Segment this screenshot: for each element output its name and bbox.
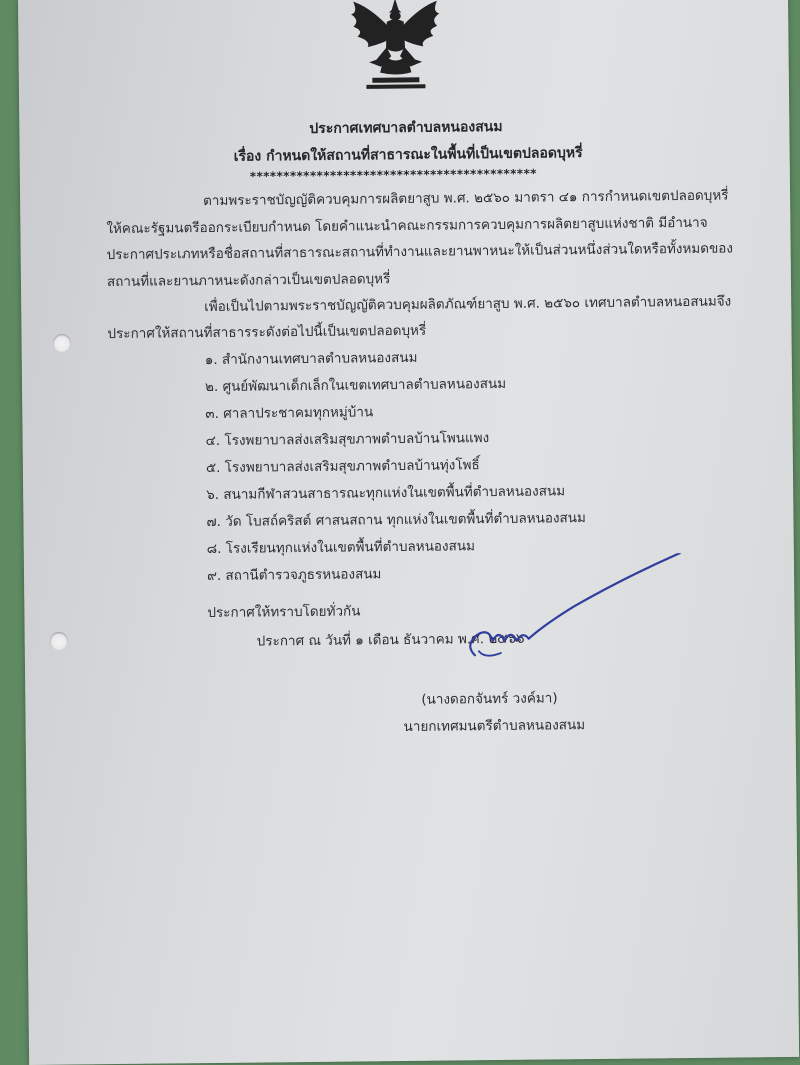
paragraph-1-line-2: ให้คณะรัฐมนตรีออกระเบียบกำหนด โดยคำแนะนำคณะกรรมการควบคุมการผลิตยาสูบแห่งชาติ มีอำนาจ [106,214,708,238]
list-item: ๕. โรงพยาบาลส่งเสริมสุขภาพตำบลบ้านทุ่งโพธิ์ [205,457,480,477]
punch-hole [53,334,71,352]
list-item: ๒. ศูนย์พัฒนาเด็กเล็กในเขตเทศบาลตำบลหนองสนม [204,375,507,396]
paragraph-1-line-1: ตามพระราชบัญญัติควบคุมการผลิตยาสูบ พ.ศ. ๒๕๖๐ มาตรา ๔๑ การกำหนดเขตปลอดบุหรี่ [203,187,729,210]
list-item: ๙. สถานีตำรวจภูธรหนองสนม [206,566,382,585]
signatory-name: (นางดอกจันทร์ วงค์มา) [421,690,558,708]
document-page [18,0,799,1065]
list-item: ๓. ศาลาประชาคมทุกหมู่บ้าน [205,404,374,423]
paragraph-1-line-4: สถานที่และยานภาหนะดังกล่าวเป็นเขตปลอดบุหรี่ [106,271,391,291]
separator-line: ******************************************* [249,166,537,184]
announcement-subject: เรื่อง กำหนดให้สถานที่สาธารณะในพื้นที่เป็นเขตปลอดบุหรี่ [233,145,583,165]
list-item: ๖. สนามกีฬาสวนสาธารณะทุกแห่งในเขตพื้นที่ตำบลหนองสนม [206,483,566,504]
announcement-title: ประกาศเทศบาลตำบลหนองสนม [309,118,503,137]
paragraph-2-line-1: เพื่อเป็นไปตามพระราชบัญญัติควบคุมผลิตภัณฑ์ยาสูบ พ.ศ. ๒๕๖๐ เทศบาลตำบลหนอสนมจึง [204,293,732,316]
date-line: ประกาศ ณ วันที่ ๑ เดือน ธันวาคม พ.ศ. ๒๕๖๖ [256,630,525,650]
signatory-position: นายกเทศมนตรีตำบลหนองสนม [403,717,586,736]
list-item: ๘. โรงเรียนทุกแห่งในเขตพื้นที่ตำบลหนองสนม [206,538,476,558]
punch-hole [50,632,68,650]
signature-scribble [454,553,695,676]
closing-statement: ประกาศให้ทราบโดยทั่วกัน [207,603,361,622]
paragraph-2-line-2: ประกาศให้สถานที่สาธารระดังต่อไปนี้เป็นเขตปลอดบุหรี่ [107,322,427,343]
list-item: ๗. วัด โบสถ์คริสต์ ศาสนสถาน ทุกแห่งในเขตพื้นที่ตำบลหนองสนม [206,510,586,531]
list-item: ๑. สำนักงานเทศบาลตำบลหนองสนม [204,349,418,369]
paragraph-1-line-3: ประกาศประเภทหรือชื่อสถานที่สาธารณะสถานที่ทำงานและยานพาหนะให้เป็นส่วนหนึ่งส่วนใดหรือทั้งหมดของ [106,240,734,264]
garuda-emblem [340,0,451,97]
list-item: ๔. โรงพยาบาลส่งเสริมสุขภาพตำบลบ้านโพนแพง [205,430,490,450]
